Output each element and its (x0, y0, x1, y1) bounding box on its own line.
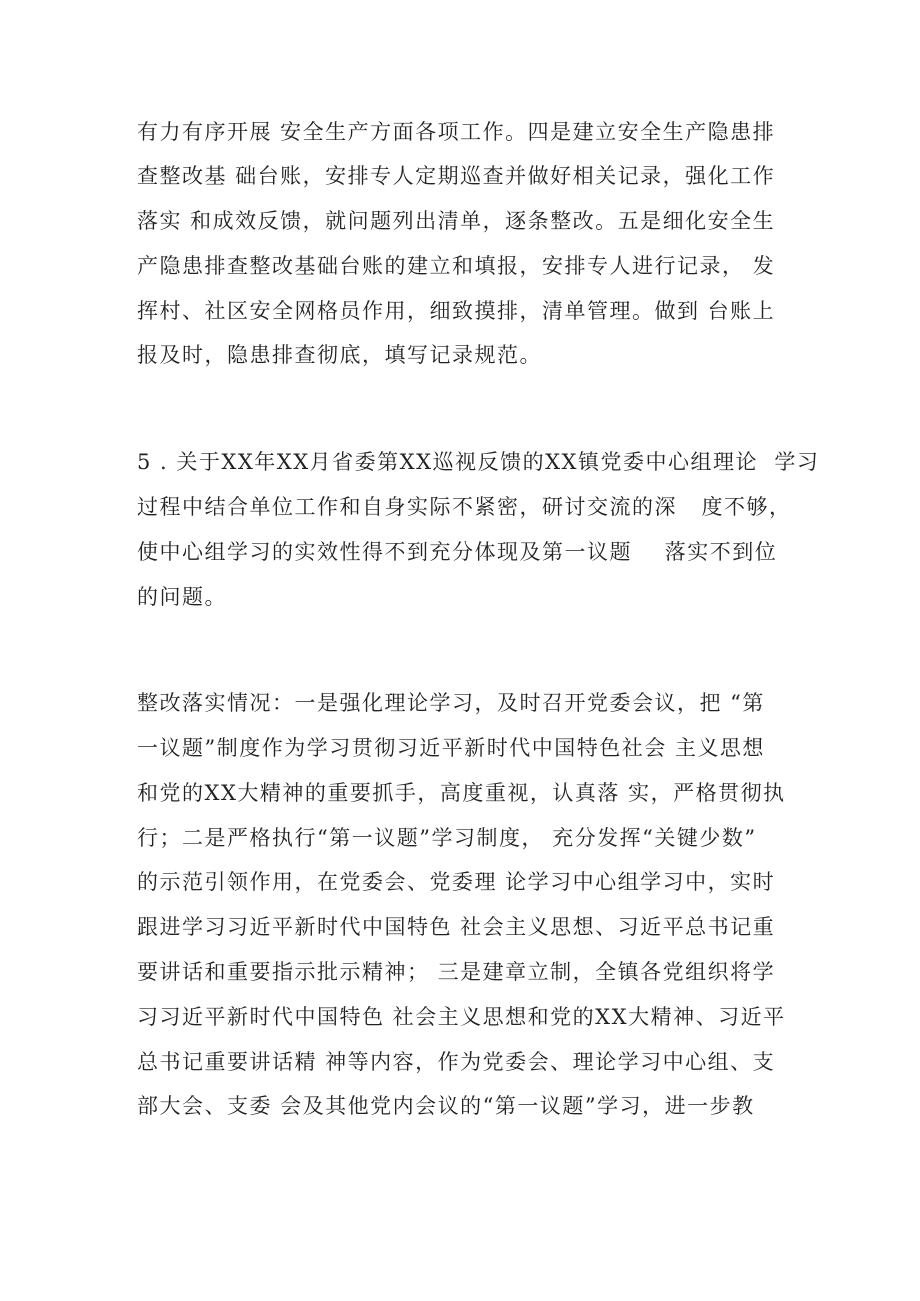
paragraph-3-line-1: 整改落实情况：一是强化理论学习，及时召开党委会议，把 “第 (137, 691, 765, 715)
paragraph-2-line-2: 过程中结合单位工作和自身实际不紧密，研讨交流的深 度不够， (137, 495, 792, 519)
paragraph-3-line-9: 总书记重要讲话精 神等内容，作为党委会、理论学习中心组、支 (137, 1050, 776, 1074)
paragraph-1-line-1: 有力有序开展 安全生产方面各项工作。四是建立安全生产隐患排 (137, 120, 776, 144)
paragraph-3-line-4: 行；二是严格执行“第一议题”学习制度， 充分发挥“关键少数” (137, 826, 757, 850)
paragraph-3-line-3: 和党的XX大精神的重要抓手，高度重视，认真落 实，严格贯彻执 (137, 781, 786, 805)
paragraph-2-line-1: 5 . 关于XX年XX月省委第XX巡视反馈的XX镇党委中心组理论 学习 (137, 450, 820, 474)
paragraph-1-line-5: 挥村、社区安全网格员作用，细致摸排，清单管理。做到 台账上 (137, 299, 776, 323)
paragraph-3-line-10: 部大会、支委 会及其他党内会议的“第一议题”学习，进一步教 (137, 1094, 755, 1118)
paragraph-3-line-2: 一议题”制度作为学习贯彻习近平新时代中国特色社会 主义思想 (137, 736, 765, 760)
paragraph-1-line-3: 落实 和成效反馈，就问题列出清单，逐条整改。五是细化安全生 (137, 209, 776, 233)
paragraph-3-line-5: 的示范引领作用，在党委会、党委理 论学习中心组学习中，实时 (137, 870, 776, 894)
paragraph-3-line-6: 跟进学习习近平新时代中国特色 社会主义思想、习近平总书记重 (137, 915, 776, 939)
paragraph-2-line-4: 的问题。 (137, 585, 227, 609)
paragraph-1-line-6: 报及时，隐患排查彻底，填写记录规范。 (137, 343, 542, 367)
paragraph-3-line-7: 要讲话和重要指示批示精神； 三是建章立制，全镇各党组织将学 (137, 960, 776, 984)
paragraph-1-line-2: 查整改基 础台账，安排专人定期巡查并做好相关记录，强化工作 (137, 164, 776, 188)
paragraph-2-line-3: 使中心组学习的实效性得不到充分体现及第一议题 落实不到位 (137, 540, 778, 564)
paragraph-3-line-8: 习习近平新时代中国特色 社会主义思想和党的XX大精神、习近平 (137, 1005, 786, 1029)
paragraph-1-line-4: 产隐患排查整改基础台账的建立和填报，安排专人进行记录， 发 (137, 254, 776, 278)
